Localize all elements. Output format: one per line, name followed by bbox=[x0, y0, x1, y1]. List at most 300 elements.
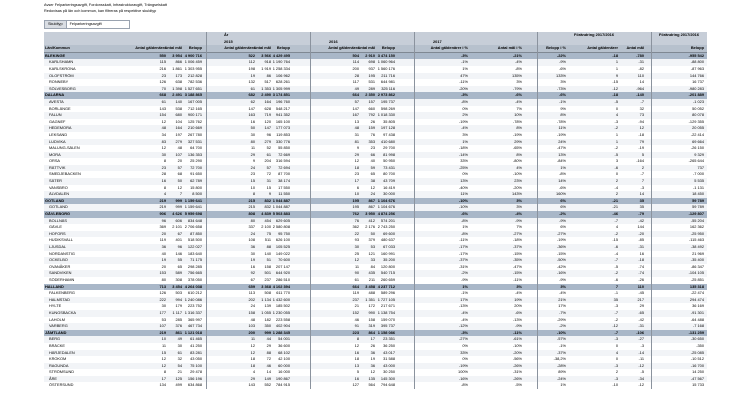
cell-col-10: 3% bbox=[462, 131, 468, 137]
cell-col-9: 197 128 bbox=[380, 125, 395, 131]
cell-col-14: -12 bbox=[638, 382, 644, 388]
cell-col-14: 144 bbox=[637, 224, 644, 230]
cell-col-6: 629 605 bbox=[275, 217, 290, 223]
cell-col-3: 15 800 bbox=[190, 184, 202, 190]
cell-col-5: 72 bbox=[266, 171, 271, 177]
cell-col-1: 713 bbox=[159, 283, 166, 289]
cell-col-9: 69 600 bbox=[383, 230, 395, 236]
cell-col-6: 402 904 bbox=[275, 323, 290, 329]
cell-col-4: 682 bbox=[248, 92, 255, 98]
cell-col-7: 114 bbox=[352, 59, 359, 65]
cell-col-9: 97 438 bbox=[383, 131, 395, 137]
cell-col-5: 1 055 bbox=[261, 309, 271, 315]
cell-col-15: -955 542 bbox=[688, 52, 704, 58]
cell-col-10: 11% bbox=[460, 191, 468, 197]
cell-col-2: 3 954 bbox=[172, 52, 182, 58]
cell-col-14: -780 bbox=[636, 52, 644, 58]
cell-col-0: BERG bbox=[49, 336, 61, 342]
cell-col-8: 990 bbox=[368, 309, 375, 315]
cell-col-7: 90 bbox=[354, 270, 359, 276]
column-divider bbox=[310, 32, 311, 389]
cell-col-7: 9 bbox=[356, 145, 359, 151]
cell-col-9: 540 715 bbox=[380, 270, 395, 276]
cell-col-3: 298 285 bbox=[187, 263, 202, 269]
cell-col-8: 157 bbox=[368, 98, 375, 104]
cell-col-14: -5 bbox=[640, 369, 644, 375]
cell-col-11: 4% bbox=[516, 164, 522, 170]
skuldtyp-filter-value[interactable]: Felparkeringsavgift bbox=[67, 21, 129, 28]
cell-col-12: -84% bbox=[556, 158, 566, 164]
cell-col-12: 1% bbox=[560, 382, 566, 388]
cell-col-14: 14 bbox=[639, 191, 644, 197]
cell-col-8: 24 bbox=[370, 191, 375, 197]
cell-col-5: 158 bbox=[264, 263, 271, 269]
cell-col-4: 24 bbox=[250, 230, 255, 236]
cell-col-13: -7 bbox=[614, 257, 618, 263]
cell-col-15: -91 301 bbox=[690, 309, 704, 315]
cell-col-1: 48 bbox=[161, 125, 166, 131]
cell-col-0: BLEKINGE bbox=[45, 52, 66, 58]
cell-col-14: -3 bbox=[640, 342, 644, 348]
cell-col-10: -17% bbox=[458, 250, 468, 256]
cell-col-8: 564 bbox=[368, 382, 375, 388]
cell-col-2: 173 bbox=[175, 72, 182, 78]
column-header-col-15: Belopp bbox=[690, 45, 704, 51]
cell-col-1: 70 bbox=[161, 85, 166, 91]
cell-col-3: 29 478 bbox=[190, 369, 202, 375]
cell-col-12: -1% bbox=[559, 98, 566, 104]
cell-col-2: 49 bbox=[177, 336, 182, 342]
cell-col-11: 3% bbox=[516, 197, 522, 203]
cell-col-9: 31 588 bbox=[383, 356, 395, 362]
cell-col-14: -164 bbox=[636, 158, 644, 164]
table-row bbox=[44, 185, 707, 192]
cell-col-14: -45 bbox=[638, 290, 644, 296]
cell-col-8: 65 bbox=[370, 171, 375, 177]
cell-col-10: -8% bbox=[461, 217, 468, 223]
cell-col-1: 134 bbox=[159, 382, 166, 388]
cell-col-10: 0% bbox=[462, 171, 468, 177]
cell-col-8: 195 bbox=[368, 72, 375, 78]
cell-col-11: -61% bbox=[512, 336, 522, 342]
cell-col-2: 7 bbox=[179, 191, 182, 197]
cell-col-0: HYLTE bbox=[49, 303, 62, 309]
cell-col-12: 89% bbox=[558, 369, 566, 375]
table-row bbox=[44, 73, 707, 80]
cell-col-3: 75 100 bbox=[190, 362, 202, 368]
cell-col-7: 223 bbox=[352, 329, 359, 335]
cell-col-0: NORDANSTIG bbox=[49, 250, 75, 256]
cell-col-12: 9% bbox=[560, 105, 566, 111]
cell-col-15: -10 512 bbox=[690, 356, 704, 362]
cell-col-2: 164 bbox=[175, 125, 182, 131]
cell-col-5: 3 368 bbox=[261, 283, 271, 289]
cell-col-14: -19 bbox=[638, 145, 644, 151]
cell-col-14: 7 bbox=[641, 178, 644, 184]
cell-col-4: 50 bbox=[250, 125, 255, 131]
cell-col-12: -9% bbox=[559, 276, 566, 282]
cell-col-7: 16 bbox=[354, 375, 359, 381]
cell-col-9: 160 991 bbox=[380, 250, 395, 256]
cell-col-7: 17 bbox=[354, 178, 359, 184]
cell-col-13: -15 bbox=[612, 237, 618, 243]
cell-col-1: 23 bbox=[161, 72, 166, 78]
cell-col-5: 3 566 bbox=[261, 52, 271, 58]
table-row bbox=[44, 336, 707, 343]
table-row bbox=[44, 310, 707, 317]
cell-col-0: VARBERG bbox=[49, 323, 68, 329]
cell-col-2: 994 bbox=[175, 296, 182, 302]
cell-col-7: 23 bbox=[354, 171, 359, 177]
cell-col-10: -9% bbox=[461, 276, 468, 282]
cell-col-8: 1 351 bbox=[365, 296, 375, 302]
cell-col-15: 144 766 bbox=[689, 72, 704, 78]
cell-col-1: 219 bbox=[159, 329, 166, 335]
cell-col-8: 3 458 bbox=[365, 283, 375, 289]
cell-col-15: -38 492 bbox=[690, 244, 704, 249]
cell-col-12: -27% bbox=[556, 230, 566, 236]
cell-col-9: 16 419 bbox=[383, 184, 395, 190]
cell-col-0: FALKENBERG bbox=[49, 290, 75, 296]
cell-col-14: -14 bbox=[638, 349, 644, 355]
table-row bbox=[44, 297, 707, 304]
cell-col-13: 9 bbox=[615, 72, 618, 78]
cell-col-6: 4 102 394 bbox=[272, 283, 290, 289]
cell-col-12: -28% bbox=[556, 362, 566, 368]
column-header-col-1: Antal gäldenärer bbox=[135, 45, 166, 51]
cell-col-8: 211 bbox=[368, 276, 375, 282]
cell-col-13: -46 bbox=[612, 211, 618, 217]
cell-col-13: 0 bbox=[615, 105, 618, 111]
cell-col-10: -14% bbox=[458, 151, 468, 157]
cell-col-8: 36 bbox=[370, 362, 375, 368]
cell-col-1: 107 bbox=[159, 323, 166, 329]
year-2016: 2016 bbox=[329, 38, 338, 44]
cell-col-8: 38 bbox=[370, 178, 375, 184]
cell-col-14: -31 bbox=[638, 323, 644, 329]
cell-col-11: -4% bbox=[515, 211, 522, 217]
cell-col-11: -56% bbox=[512, 356, 522, 362]
cell-col-1: 550 bbox=[159, 52, 166, 58]
cell-col-6: 54 001 bbox=[278, 336, 290, 342]
cell-col-0: ÅRE bbox=[49, 375, 57, 381]
cell-col-13: 0 bbox=[615, 356, 618, 362]
cell-col-15: -47 567 bbox=[690, 375, 704, 381]
cell-col-6: 626 100 bbox=[275, 237, 290, 243]
cell-col-8: 2 176 bbox=[365, 224, 375, 230]
cell-col-3: 212 828 bbox=[187, 72, 202, 78]
cell-col-11: -65% bbox=[512, 145, 522, 151]
cell-col-9: 1 104 676 bbox=[377, 204, 395, 210]
cell-col-13: -18 bbox=[612, 52, 618, 58]
cell-col-11: -9% bbox=[515, 217, 522, 223]
cell-col-10: -4% bbox=[461, 309, 468, 315]
change-header-percent: Förändring 2017/2016 bbox=[573, 32, 614, 37]
cell-col-14: 110 bbox=[637, 283, 644, 289]
cell-col-5: 88 bbox=[266, 349, 271, 355]
cell-col-10: -11% bbox=[459, 79, 468, 85]
skuldtyp-filter[interactable] bbox=[44, 20, 130, 29]
cell-col-13: 2 bbox=[615, 191, 618, 197]
cell-col-5: 279 bbox=[264, 138, 271, 144]
cell-col-13: -5 bbox=[614, 263, 618, 269]
table-row bbox=[44, 363, 707, 370]
cell-col-1: 17 bbox=[161, 375, 166, 381]
cell-col-3: 156 196 bbox=[187, 375, 202, 381]
table-row bbox=[44, 171, 707, 178]
cell-col-6: 1 190 764 bbox=[272, 59, 290, 65]
data-table bbox=[44, 32, 707, 389]
cell-col-6: 36 600 bbox=[278, 342, 290, 348]
cell-col-13: 3 bbox=[615, 158, 618, 164]
cell-col-0: BOLLNÄS bbox=[49, 217, 67, 223]
cell-col-13: -18 bbox=[612, 92, 618, 98]
cell-col-11: -8% bbox=[515, 65, 522, 71]
cell-col-4: 48 bbox=[250, 316, 255, 322]
cell-col-9: 1 158 086 bbox=[377, 329, 395, 335]
cell-col-2: 125 bbox=[175, 375, 182, 381]
cell-col-13: 4 bbox=[615, 112, 618, 118]
cell-col-11: -6% bbox=[515, 309, 522, 315]
cell-col-12: 160% bbox=[556, 191, 566, 197]
cell-col-2: 503 bbox=[175, 290, 182, 296]
column-header-col-9: Belopp bbox=[381, 45, 395, 51]
cell-col-15: 50 052 bbox=[692, 105, 704, 111]
cell-col-15: -131 259 bbox=[688, 329, 704, 335]
cell-col-15: -25 851 bbox=[690, 276, 704, 282]
cell-col-9: 2 973 862 bbox=[377, 92, 395, 98]
table-row bbox=[44, 112, 707, 119]
cell-col-10: -12% bbox=[458, 323, 468, 329]
table-row bbox=[44, 99, 707, 106]
cell-col-13: -10 bbox=[612, 382, 618, 388]
cell-col-6: 223 558 bbox=[275, 316, 290, 322]
cell-col-6: 628 261 bbox=[275, 79, 290, 85]
cell-col-1: 19 bbox=[161, 257, 166, 263]
cell-col-11: -10% bbox=[512, 171, 522, 177]
cell-col-3: 3 188 865 bbox=[184, 92, 202, 98]
table-row bbox=[44, 277, 707, 284]
cell-col-2: 401 bbox=[175, 237, 182, 243]
cell-col-3: 712 165 bbox=[187, 105, 202, 111]
cell-col-6: 1 230 055 bbox=[272, 309, 290, 315]
cell-col-14: 79 bbox=[639, 138, 644, 144]
cell-col-11: -6% bbox=[515, 92, 522, 98]
cell-col-2: 61 bbox=[177, 349, 182, 355]
cell-col-0: HALLAND bbox=[45, 283, 64, 289]
cell-col-4: 112 bbox=[248, 59, 255, 65]
cell-col-13: -3 bbox=[614, 303, 618, 309]
cell-col-14: 2 bbox=[641, 164, 644, 170]
cell-col-13: -2 bbox=[614, 270, 618, 276]
cell-col-7: 167 bbox=[352, 112, 359, 118]
cell-col-8: 531 bbox=[368, 79, 375, 85]
cell-col-4: 61 bbox=[250, 85, 255, 91]
cell-col-3: 43 050 bbox=[190, 356, 202, 362]
cell-col-15: -26 150 bbox=[690, 145, 704, 151]
cell-col-4: 11 bbox=[250, 145, 255, 151]
cell-col-13: -5 bbox=[614, 151, 618, 157]
column-header-col-0: Län/Kommun bbox=[45, 45, 70, 51]
cell-col-4: 16 bbox=[250, 263, 255, 269]
cell-col-2: 999 bbox=[175, 204, 182, 210]
cell-col-6: 60 000 bbox=[278, 362, 290, 368]
cell-col-15: 162 362 bbox=[689, 224, 704, 230]
cell-col-5: 147 bbox=[264, 125, 271, 131]
cell-col-9: 195 737 bbox=[380, 98, 395, 104]
cell-col-14: -74 bbox=[638, 270, 644, 276]
cell-col-3: 1 121 018 bbox=[184, 329, 202, 335]
cell-col-11: -4% bbox=[515, 290, 522, 296]
cell-col-5: 182 bbox=[264, 316, 271, 322]
cell-col-12: -29% bbox=[556, 316, 566, 322]
cell-col-14: 12 bbox=[639, 125, 644, 131]
cell-col-9: 36 250 bbox=[383, 342, 395, 348]
cell-col-5: 29 bbox=[266, 342, 271, 348]
cell-col-12: -4% bbox=[559, 290, 566, 296]
cell-col-7: 46 bbox=[354, 316, 359, 322]
cell-col-10: -4% bbox=[461, 125, 468, 131]
cell-col-13: -2 bbox=[614, 145, 618, 151]
cell-col-8: 17 bbox=[370, 336, 375, 342]
cell-col-4: 29 bbox=[250, 151, 255, 157]
cell-col-1: 96 bbox=[161, 217, 166, 223]
cell-col-10: -2% bbox=[461, 270, 468, 276]
cell-col-6: 55 850 bbox=[278, 145, 290, 151]
cell-col-0: HOFORS bbox=[49, 230, 66, 236]
cell-col-15: 737 bbox=[697, 164, 704, 170]
cell-col-7: 93 bbox=[354, 237, 359, 243]
cell-col-8: 53 bbox=[370, 244, 375, 249]
cell-col-2: 146 bbox=[175, 250, 182, 256]
cell-col-11: 3% bbox=[516, 283, 522, 289]
cell-col-6: 68 102 bbox=[278, 349, 290, 355]
cell-col-3: 365 997 bbox=[187, 316, 202, 322]
cell-col-6: 1 044 887 bbox=[272, 204, 290, 210]
cell-col-12: 3% bbox=[560, 283, 566, 289]
cell-col-0: MALUNG-SÄLEN bbox=[49, 145, 80, 151]
cell-col-12: -38,2% bbox=[553, 356, 566, 362]
cell-col-4: 215 bbox=[248, 204, 255, 210]
cell-col-12: -16% bbox=[556, 270, 566, 276]
cell-col-13: -6 bbox=[614, 276, 618, 282]
cell-col-6: 87 700 bbox=[278, 171, 290, 177]
cell-col-15: -350 bbox=[696, 342, 704, 348]
cell-col-7: 12 bbox=[354, 342, 359, 348]
cell-col-8: 158 bbox=[368, 316, 375, 322]
column-header-col-7: Antal gäldenärer bbox=[328, 45, 359, 51]
cell-col-3: 183 640 bbox=[187, 250, 202, 256]
cell-col-0: BRÄCKE bbox=[49, 342, 65, 348]
cell-col-6: 644 920 bbox=[275, 270, 290, 276]
cell-col-6: 2 580 808 bbox=[272, 224, 290, 230]
cell-col-5: 9 bbox=[268, 191, 271, 197]
cell-col-12: -78% bbox=[556, 118, 566, 124]
cell-col-12: -6% bbox=[559, 65, 566, 71]
column-header-col-3: Belopp bbox=[188, 45, 202, 51]
cell-col-9: 159 070 bbox=[380, 316, 395, 322]
table-body bbox=[44, 53, 707, 389]
cell-col-9: 1 018 330 bbox=[377, 112, 395, 118]
cell-col-1: 219 bbox=[159, 204, 166, 210]
table-row bbox=[44, 79, 707, 86]
cell-col-1: 40 bbox=[161, 250, 166, 256]
cell-col-14: 14 bbox=[639, 79, 644, 85]
table-row bbox=[44, 303, 707, 310]
cell-col-3: 136 353 bbox=[187, 151, 202, 157]
cell-col-10: 100% bbox=[458, 369, 468, 375]
cell-col-7: 11 bbox=[354, 263, 359, 269]
cell-col-5: 501 bbox=[264, 270, 271, 276]
cell-col-3: 1 159 641 bbox=[184, 204, 202, 210]
cell-col-8: 488 bbox=[368, 290, 375, 296]
cell-col-15: 36 169 bbox=[692, 303, 704, 309]
table-row bbox=[44, 145, 707, 152]
cell-col-9: 23 351 bbox=[383, 336, 395, 342]
cell-col-15: -87 963 bbox=[690, 65, 704, 71]
cell-col-14: -65 bbox=[638, 309, 644, 315]
cell-col-8: 867 bbox=[368, 197, 375, 203]
cell-col-7: 13 bbox=[354, 118, 359, 124]
cell-col-2: 21 bbox=[177, 369, 182, 375]
cell-col-14: -18 bbox=[638, 257, 644, 263]
cell-col-10: 13% bbox=[460, 178, 468, 184]
header-line-2: Redovisas på län och kommun, kan filtreras på respektive skuldtyp bbox=[44, 9, 157, 13]
cell-col-3: 467 734 bbox=[187, 323, 202, 329]
cell-col-9: 217 671 bbox=[380, 303, 395, 309]
cell-col-9: 589 296 bbox=[380, 290, 395, 296]
cell-col-12: 24% bbox=[558, 138, 566, 144]
cell-col-4: 92 bbox=[250, 270, 255, 276]
cell-col-8: 121 bbox=[368, 250, 375, 256]
cell-col-8: 353 bbox=[368, 138, 375, 144]
cell-col-2: 68 bbox=[177, 171, 182, 177]
cell-col-11: 3% bbox=[516, 204, 522, 210]
cell-col-7: 30 bbox=[354, 244, 359, 249]
cell-col-15: 14 250 bbox=[692, 369, 704, 375]
cell-col-6: 105 525 bbox=[275, 244, 290, 249]
cell-col-2: 606 bbox=[175, 217, 182, 223]
cell-col-12: 17% bbox=[558, 303, 566, 309]
cell-col-7: 664 bbox=[352, 283, 359, 289]
cell-col-6: 42 100 bbox=[278, 356, 290, 362]
cell-col-12: -36% bbox=[556, 244, 566, 249]
cell-col-6: 17 550 bbox=[278, 184, 290, 190]
cell-col-12: 21% bbox=[558, 296, 566, 302]
cell-col-3: 834 648 bbox=[187, 217, 202, 223]
cell-col-15: -7 168 bbox=[692, 323, 704, 329]
cell-col-0: ÄLVDALEN bbox=[49, 191, 70, 197]
cell-col-4: 113 bbox=[248, 290, 255, 296]
cell-col-13: -3 bbox=[614, 118, 618, 124]
cell-col-13: -7 bbox=[614, 329, 618, 335]
cell-col-9: 2 743 250 bbox=[377, 224, 395, 230]
cell-col-3: 2 706 658 bbox=[184, 224, 202, 230]
table-row bbox=[44, 356, 707, 363]
cell-col-10: -16% bbox=[458, 375, 468, 381]
cell-col-8: 435 bbox=[368, 270, 375, 276]
cell-col-2: 67 bbox=[177, 230, 182, 236]
table-row bbox=[44, 382, 707, 389]
cell-col-0: OLOFSTRÖM bbox=[49, 72, 74, 78]
cell-col-15: 135 318 bbox=[689, 283, 704, 289]
cell-col-10: 1% bbox=[462, 283, 468, 289]
cell-col-0: KARLSHAMN bbox=[49, 59, 74, 65]
cell-col-3: 1 159 641 bbox=[184, 197, 202, 203]
cell-col-3: 378 050 bbox=[187, 276, 202, 282]
cell-col-0: JÄMTLAND bbox=[45, 329, 67, 335]
table-row bbox=[44, 119, 707, 126]
